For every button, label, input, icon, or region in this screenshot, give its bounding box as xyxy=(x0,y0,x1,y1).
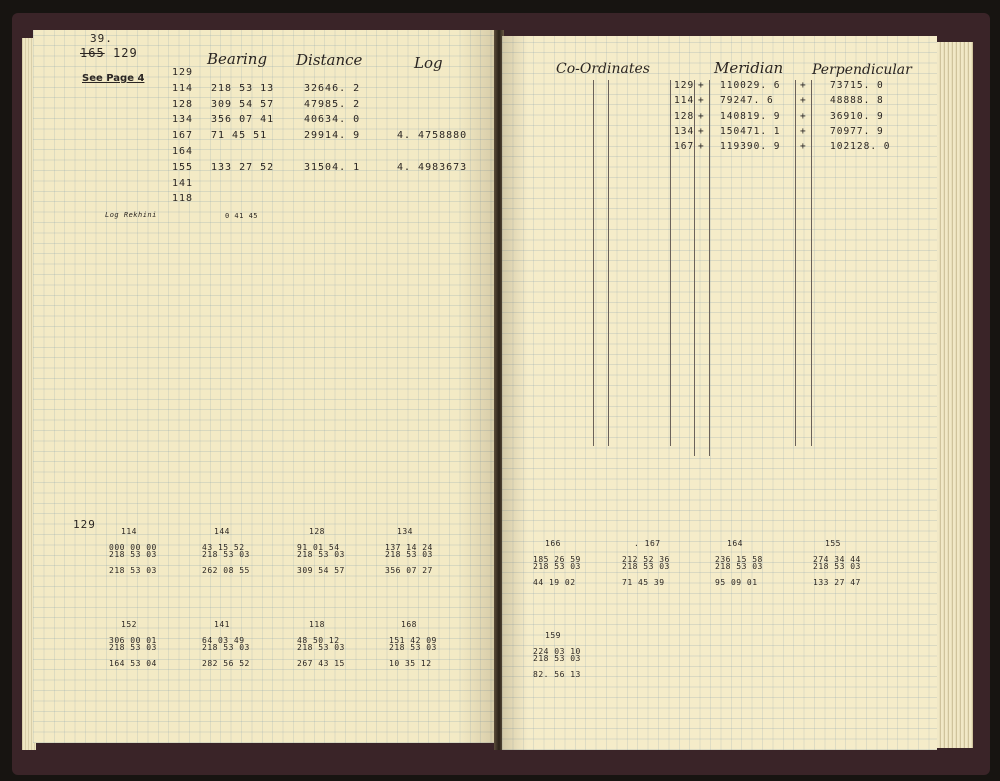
ruled-line xyxy=(811,80,812,446)
calc-line: 137 14 24 xyxy=(385,543,433,552)
sign: + xyxy=(698,80,705,91)
calc-result: 356 07 27 xyxy=(385,566,433,575)
calc-line: 218 53 03 xyxy=(109,643,157,652)
station-number: 114 xyxy=(172,82,194,94)
calc-line: 000 00 00 xyxy=(109,543,157,552)
calc-line: 151 42 09 xyxy=(389,636,437,645)
station-number: 134 xyxy=(674,125,695,137)
station-number: 129 xyxy=(172,67,194,78)
meridian-value: 110029. 6 xyxy=(720,80,781,91)
calc-line: 218 53 03 xyxy=(622,562,670,571)
calc-result: 267 43 15 xyxy=(297,659,345,668)
station-number: 129 xyxy=(674,80,695,91)
calc-line: 43 15 52 xyxy=(202,543,245,552)
meridian-value: 119390. 9 xyxy=(720,141,781,153)
station-number: 134 xyxy=(172,114,194,126)
struck-station: 165 xyxy=(80,46,105,60)
log-value: 4. 4758880 xyxy=(397,130,468,142)
calc-line: 218 53 03 xyxy=(715,562,763,571)
perpendicular-value: 102128. 0 xyxy=(830,141,891,153)
calc-station: 166 xyxy=(545,539,561,548)
note-value: 0 41 45 xyxy=(225,212,259,220)
perpendicular-value: 73715. 0 xyxy=(830,80,884,91)
station-number: 167 xyxy=(172,130,194,142)
log-header: Log xyxy=(414,54,443,72)
station-number: 155 xyxy=(172,161,194,173)
calc-station: 114 xyxy=(121,527,137,536)
log-value: 4. 4983673 xyxy=(397,161,468,173)
calc-result: 309 54 57 xyxy=(297,566,345,575)
calc-line: 218 53 03 xyxy=(202,550,250,559)
calc-result: 262 08 55 xyxy=(202,566,250,575)
calc-line: 218 53 03 xyxy=(297,550,345,559)
sign: + xyxy=(698,95,705,107)
calc-station: 155 xyxy=(825,539,841,548)
sign: + xyxy=(800,95,807,107)
meridian-value: 140819. 9 xyxy=(720,110,781,122)
coordinates-header: Co-Ordinates xyxy=(556,61,650,77)
calc-line: 236 15 58 xyxy=(715,555,763,564)
see-page-note: See Page 4 xyxy=(82,73,145,84)
calc-line: 212 52 36 xyxy=(622,555,670,564)
calc-line: 218 53 03 xyxy=(297,643,345,652)
ruled-line xyxy=(593,80,594,446)
calc-result: 82. 56 13 xyxy=(533,670,581,679)
calc-result: 164 53 04 xyxy=(109,659,157,668)
bearing-value: 133 27 52 xyxy=(211,161,275,173)
station-number: 167 xyxy=(674,141,695,153)
calc-station: 118 xyxy=(309,620,325,629)
bearing-value: 309 54 57 xyxy=(211,98,275,110)
ruled-line xyxy=(608,80,609,446)
sign: + xyxy=(800,125,807,137)
perpendicular-value: 36910. 9 xyxy=(830,110,884,122)
calc-line: 224 03 10 xyxy=(533,647,581,656)
calc-line: 218 53 03 xyxy=(813,562,861,571)
sign: + xyxy=(698,125,705,137)
sign: + xyxy=(800,80,807,91)
ruled-line xyxy=(670,80,671,446)
right-page xyxy=(502,36,937,750)
left-page xyxy=(33,30,496,743)
calc-result: 282 56 52 xyxy=(202,659,250,668)
calc-line: 185 26 59 xyxy=(533,555,581,564)
sign: + xyxy=(698,141,705,153)
station-number: 164 xyxy=(172,146,194,157)
meridian-value: 79247. 6 xyxy=(720,95,774,107)
meridian-header: Meridian xyxy=(714,59,784,77)
calc-line: 218 53 03 xyxy=(385,550,433,559)
bearing-value: 218 53 13 xyxy=(211,82,275,94)
calc-station: 168 xyxy=(401,620,417,629)
calc-line: 48 50 12 xyxy=(297,636,340,645)
distance-value: 47985. 2 xyxy=(304,98,361,110)
calc-line: 218 53 03 xyxy=(533,562,581,571)
ruled-line xyxy=(795,80,796,446)
station-number: 114 xyxy=(674,95,695,107)
distance-value: 32646. 2 xyxy=(304,82,361,94)
calc-line: 91 01 54 xyxy=(297,543,340,552)
distance-value: 40634. 0 xyxy=(304,114,361,126)
calc-result: 44 19 02 xyxy=(533,578,576,587)
calc-line: 218 53 03 xyxy=(109,550,157,559)
sign: + xyxy=(800,110,807,122)
calc-line: 218 53 03 xyxy=(389,643,437,652)
calc-result: 218 53 03 xyxy=(109,566,157,575)
page-number: 39. xyxy=(90,32,113,45)
calc-result: 95 09 01 xyxy=(715,578,758,587)
station-number: 118 xyxy=(172,193,194,205)
calc-line: 306 00 01 xyxy=(109,636,157,645)
distance-value: 29914. 9 xyxy=(304,130,361,142)
bearing-header: Bearing xyxy=(207,50,268,68)
sign: + xyxy=(800,141,807,153)
perpendicular-header: Perpendicular xyxy=(812,62,912,78)
bottom-station: 129 xyxy=(73,518,96,531)
calc-result: 71 45 39 xyxy=(622,578,665,587)
distance-header: Distance xyxy=(296,51,363,69)
note-label: Log Rekhini xyxy=(105,211,157,219)
right-page-edges xyxy=(935,42,973,748)
distance-value: 31504. 1 xyxy=(304,161,361,173)
bearing-value: 71 45 51 xyxy=(211,130,268,142)
perpendicular-value: 70977. 9 xyxy=(830,125,884,137)
sign: + xyxy=(698,110,705,122)
calc-line: 218 53 03 xyxy=(202,643,250,652)
station-number: 128 xyxy=(172,98,194,110)
current-station: 129 xyxy=(113,46,138,60)
bearing-value: 356 07 41 xyxy=(211,114,275,126)
calc-station: 134 xyxy=(397,527,413,536)
calc-station: . 167 xyxy=(634,539,661,548)
calc-line: 274 34 44 xyxy=(813,555,861,564)
calc-station: 141 xyxy=(214,620,230,629)
calc-station: 152 xyxy=(121,620,137,629)
station-number: 141 xyxy=(172,177,194,189)
perpendicular-value: 48888. 8 xyxy=(830,95,884,107)
ruled-line xyxy=(709,80,710,456)
calc-result: 133 27 47 xyxy=(813,578,861,587)
calc-station: 128 xyxy=(309,527,325,536)
calc-station: 164 xyxy=(727,539,743,548)
calc-result: 10 35 12 xyxy=(389,659,432,668)
calc-line: 218 53 03 xyxy=(533,654,581,663)
meridian-value: 150471. 1 xyxy=(720,125,781,137)
calc-station: 144 xyxy=(214,527,230,536)
calc-line: 64 03 49 xyxy=(202,636,245,645)
station-number: 128 xyxy=(674,110,695,122)
calc-station: 159 xyxy=(545,631,561,640)
